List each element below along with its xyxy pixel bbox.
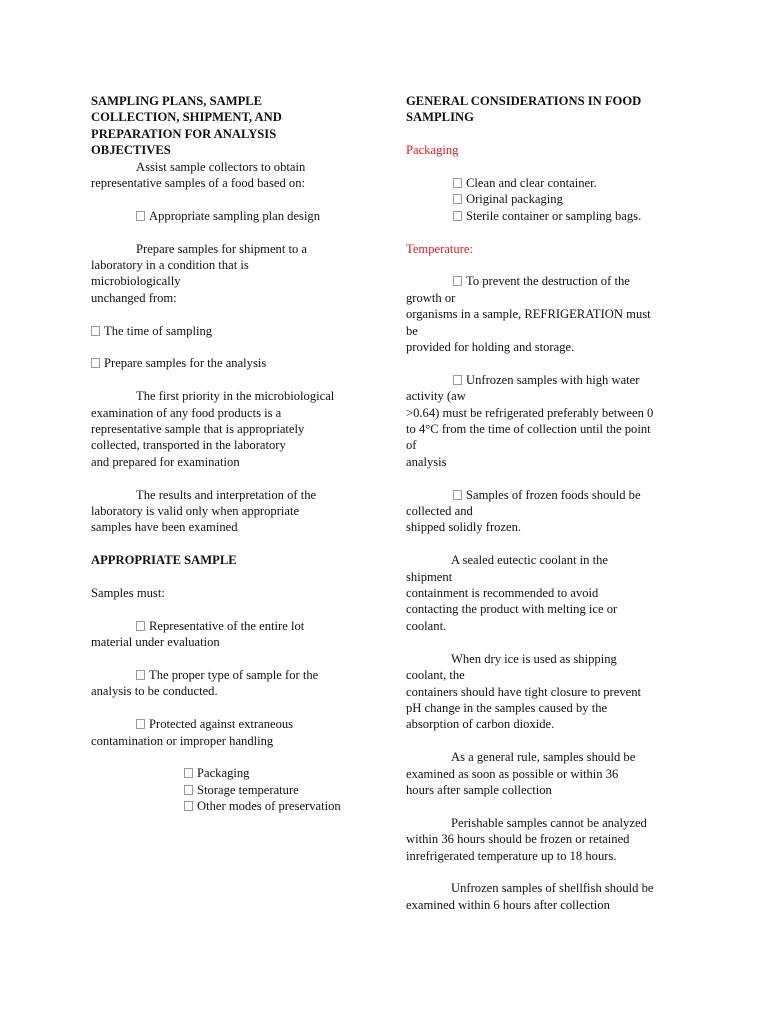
- sub-list-item: [91, 765, 366, 781]
- bullet-text: Representative of the entire lot: [149, 618, 305, 633]
- prevent-bullet: [406, 273, 678, 355]
- text-line: Assist sample collectors to obtain: [136, 159, 306, 174]
- text-line: laboratory is valid only when appropriate: [91, 504, 300, 519]
- bullet-item: [406, 273, 678, 289]
- bullet-box-icon: [136, 719, 145, 729]
- sub-list: [91, 765, 366, 814]
- bullet-text: Storage temperature: [197, 782, 299, 797]
- bullet-box-icon: [136, 211, 145, 221]
- bullet-text: To prevent the destruction of the: [466, 274, 630, 289]
- bullet-text: Unfrozen samples with high water: [466, 372, 640, 387]
- text-line: laboratory in a condition that is: [91, 258, 249, 273]
- bullet-item: [406, 208, 678, 224]
- bullet-box-icon: [91, 326, 100, 336]
- bullet-text: Original packaging: [466, 192, 563, 207]
- bullet-item: [91, 208, 366, 224]
- packaging-heading: Packaging: [406, 143, 459, 158]
- text-line: material under evaluation: [91, 635, 220, 650]
- text-line: >0.64) must be refrigerated preferably between 0: [406, 405, 654, 420]
- text-line: of: [406, 438, 417, 453]
- text-line: examination of any food products is a: [91, 405, 282, 420]
- intro-paragraph: [91, 159, 366, 192]
- text-line: shipped solidly frozen.: [406, 520, 522, 535]
- text-line: shipment: [406, 569, 453, 584]
- left-column: [91, 93, 366, 815]
- text-line: Prepare samples for shipment to a: [136, 241, 308, 256]
- bullet-item: [91, 618, 366, 634]
- packaging-list: [406, 175, 678, 224]
- bullet-text: Prepare samples for the analysis: [104, 356, 267, 371]
- text-line: examined as soon as possible or within 36: [406, 766, 619, 781]
- text-line: containers should have tight closure to prevent: [406, 684, 642, 699]
- bullet-item: [406, 372, 678, 388]
- bullet-text: Appropriate sampling plan design: [149, 208, 321, 223]
- section-heading: APPROPRIATE SAMPLE: [91, 553, 237, 568]
- text-line: As a general rule, samples should be: [451, 750, 636, 765]
- section-title: [406, 93, 678, 126]
- text-line: representative sample that is appropriately: [91, 422, 305, 437]
- title-line: COLLECTION, SHIPMENT, AND: [91, 110, 282, 125]
- bullet-box-icon: [453, 194, 462, 204]
- text-line: within 36 hours should be frozen or retained: [406, 832, 630, 847]
- shellfish-paragraph: [406, 880, 678, 913]
- text-line: When dry ice is used as shipping: [451, 651, 617, 666]
- text-line: contacting the product with melting ice or: [406, 602, 618, 617]
- priority-paragraph: [91, 388, 366, 470]
- text-line: activity (aw: [406, 389, 466, 404]
- title-line: PREPARATION FOR ANALYSIS: [91, 126, 277, 141]
- bullet-text: Other modes of preservation: [197, 799, 341, 814]
- results-paragraph: [91, 487, 366, 536]
- eutectic-paragraph: [406, 552, 678, 634]
- text-line: examined within 6 hours after collection: [406, 897, 610, 912]
- text-line: inrefrigerated temperature up to 18 hours.: [406, 848, 617, 863]
- right-column: [406, 93, 678, 913]
- text-line: samples have been examined: [91, 520, 238, 535]
- prepare-paragraph: [91, 241, 366, 307]
- sub-list-item: [91, 782, 366, 798]
- text-line: representative samples of a food based on:: [91, 176, 306, 191]
- bullet-box-icon: [453, 276, 462, 286]
- text-line: to 4°C from the time of collection until the point: [406, 422, 651, 437]
- main-title: [91, 93, 366, 159]
- bullet-box-icon: [136, 670, 145, 680]
- text-line: hours after sample collection: [406, 782, 552, 797]
- text-line: and prepared for examination: [91, 454, 240, 469]
- samples-must-label: Samples must:: [91, 586, 165, 601]
- text-line: analysis to be conducted.: [91, 684, 218, 699]
- bullet-box-icon: [453, 211, 462, 221]
- bullet-text: The proper type of sample for the: [149, 668, 319, 683]
- text-line: Perishable samples cannot be analyzed: [451, 815, 647, 830]
- bullet-box-icon: [184, 801, 193, 811]
- text-line: coolant, the: [406, 668, 465, 683]
- text-line: microbiologically: [91, 274, 181, 289]
- bullet-item: [91, 716, 366, 732]
- text-line: pH change in the samples caused by the: [406, 700, 608, 715]
- bullet-box-icon: [453, 490, 462, 500]
- title-line: SAMPLING: [406, 110, 474, 125]
- bullet-box-icon: [91, 358, 100, 368]
- bullet-box-icon: [184, 785, 193, 795]
- title-line: OBJECTIVES: [91, 143, 171, 158]
- bullet-item: [91, 355, 366, 371]
- title-line: SAMPLING PLANS, SAMPLE: [91, 94, 263, 108]
- text-line: organisms in a sample, REFRIGERATION must: [406, 307, 651, 322]
- bullet-item: [91, 323, 366, 339]
- text-line: analysis: [406, 454, 447, 469]
- unfrozen-bullet: [406, 372, 678, 470]
- temperature-heading: Temperature:: [406, 241, 473, 256]
- general-rule-paragraph: [406, 749, 678, 798]
- type-bullet: [91, 667, 366, 700]
- text-line: collected, transported in the laboratory: [91, 438, 286, 453]
- perishable-paragraph: [406, 815, 678, 864]
- bullet-text: Samples of frozen foods should be: [466, 487, 641, 502]
- frozen-bullet: [406, 487, 678, 536]
- bullet-box-icon: [453, 178, 462, 188]
- bullet-box-icon: [453, 375, 462, 385]
- bullet-text: The time of sampling: [104, 323, 213, 338]
- bullet-item: [406, 191, 678, 207]
- bullet-item: [91, 667, 366, 683]
- text-line: unchanged from:: [91, 290, 177, 305]
- bullet-box-icon: [136, 621, 145, 631]
- bullet-text: Clean and clear container.: [466, 176, 597, 190]
- representative-bullet: [91, 618, 366, 651]
- bullet-text: Protected against extraneous: [149, 717, 294, 732]
- bullet-item: [406, 487, 678, 503]
- title-line: GENERAL CONSIDERATIONS IN FOOD: [406, 94, 642, 108]
- text-line: collected and: [406, 504, 473, 519]
- text-line: A sealed eutectic coolant in the: [451, 553, 609, 568]
- text-line: absorption of carbon dioxide.: [406, 717, 555, 732]
- dry-ice-paragraph: [406, 651, 678, 733]
- bullet-item: [406, 175, 678, 191]
- bullet-text: Packaging: [197, 766, 250, 781]
- text-line: coolant.: [406, 618, 447, 633]
- text-line: contamination or improper handling: [91, 733, 274, 748]
- text-line: containment is recommended to avoid: [406, 586, 599, 601]
- text-line: The results and interpretation of the: [136, 487, 317, 502]
- bullet-text: Sterile container or sampling bags.: [466, 208, 642, 223]
- text-line: The first priority in the microbiological: [136, 389, 335, 404]
- text-line: provided for holding and storage.: [406, 340, 575, 355]
- text-line: Unfrozen samples of shellfish should be: [451, 881, 654, 896]
- bullet-box-icon: [184, 768, 193, 778]
- sub-list-item: [91, 798, 366, 814]
- text-line: growth or: [406, 290, 456, 305]
- text-line: be: [406, 323, 418, 338]
- protect-bullet: [91, 716, 366, 749]
